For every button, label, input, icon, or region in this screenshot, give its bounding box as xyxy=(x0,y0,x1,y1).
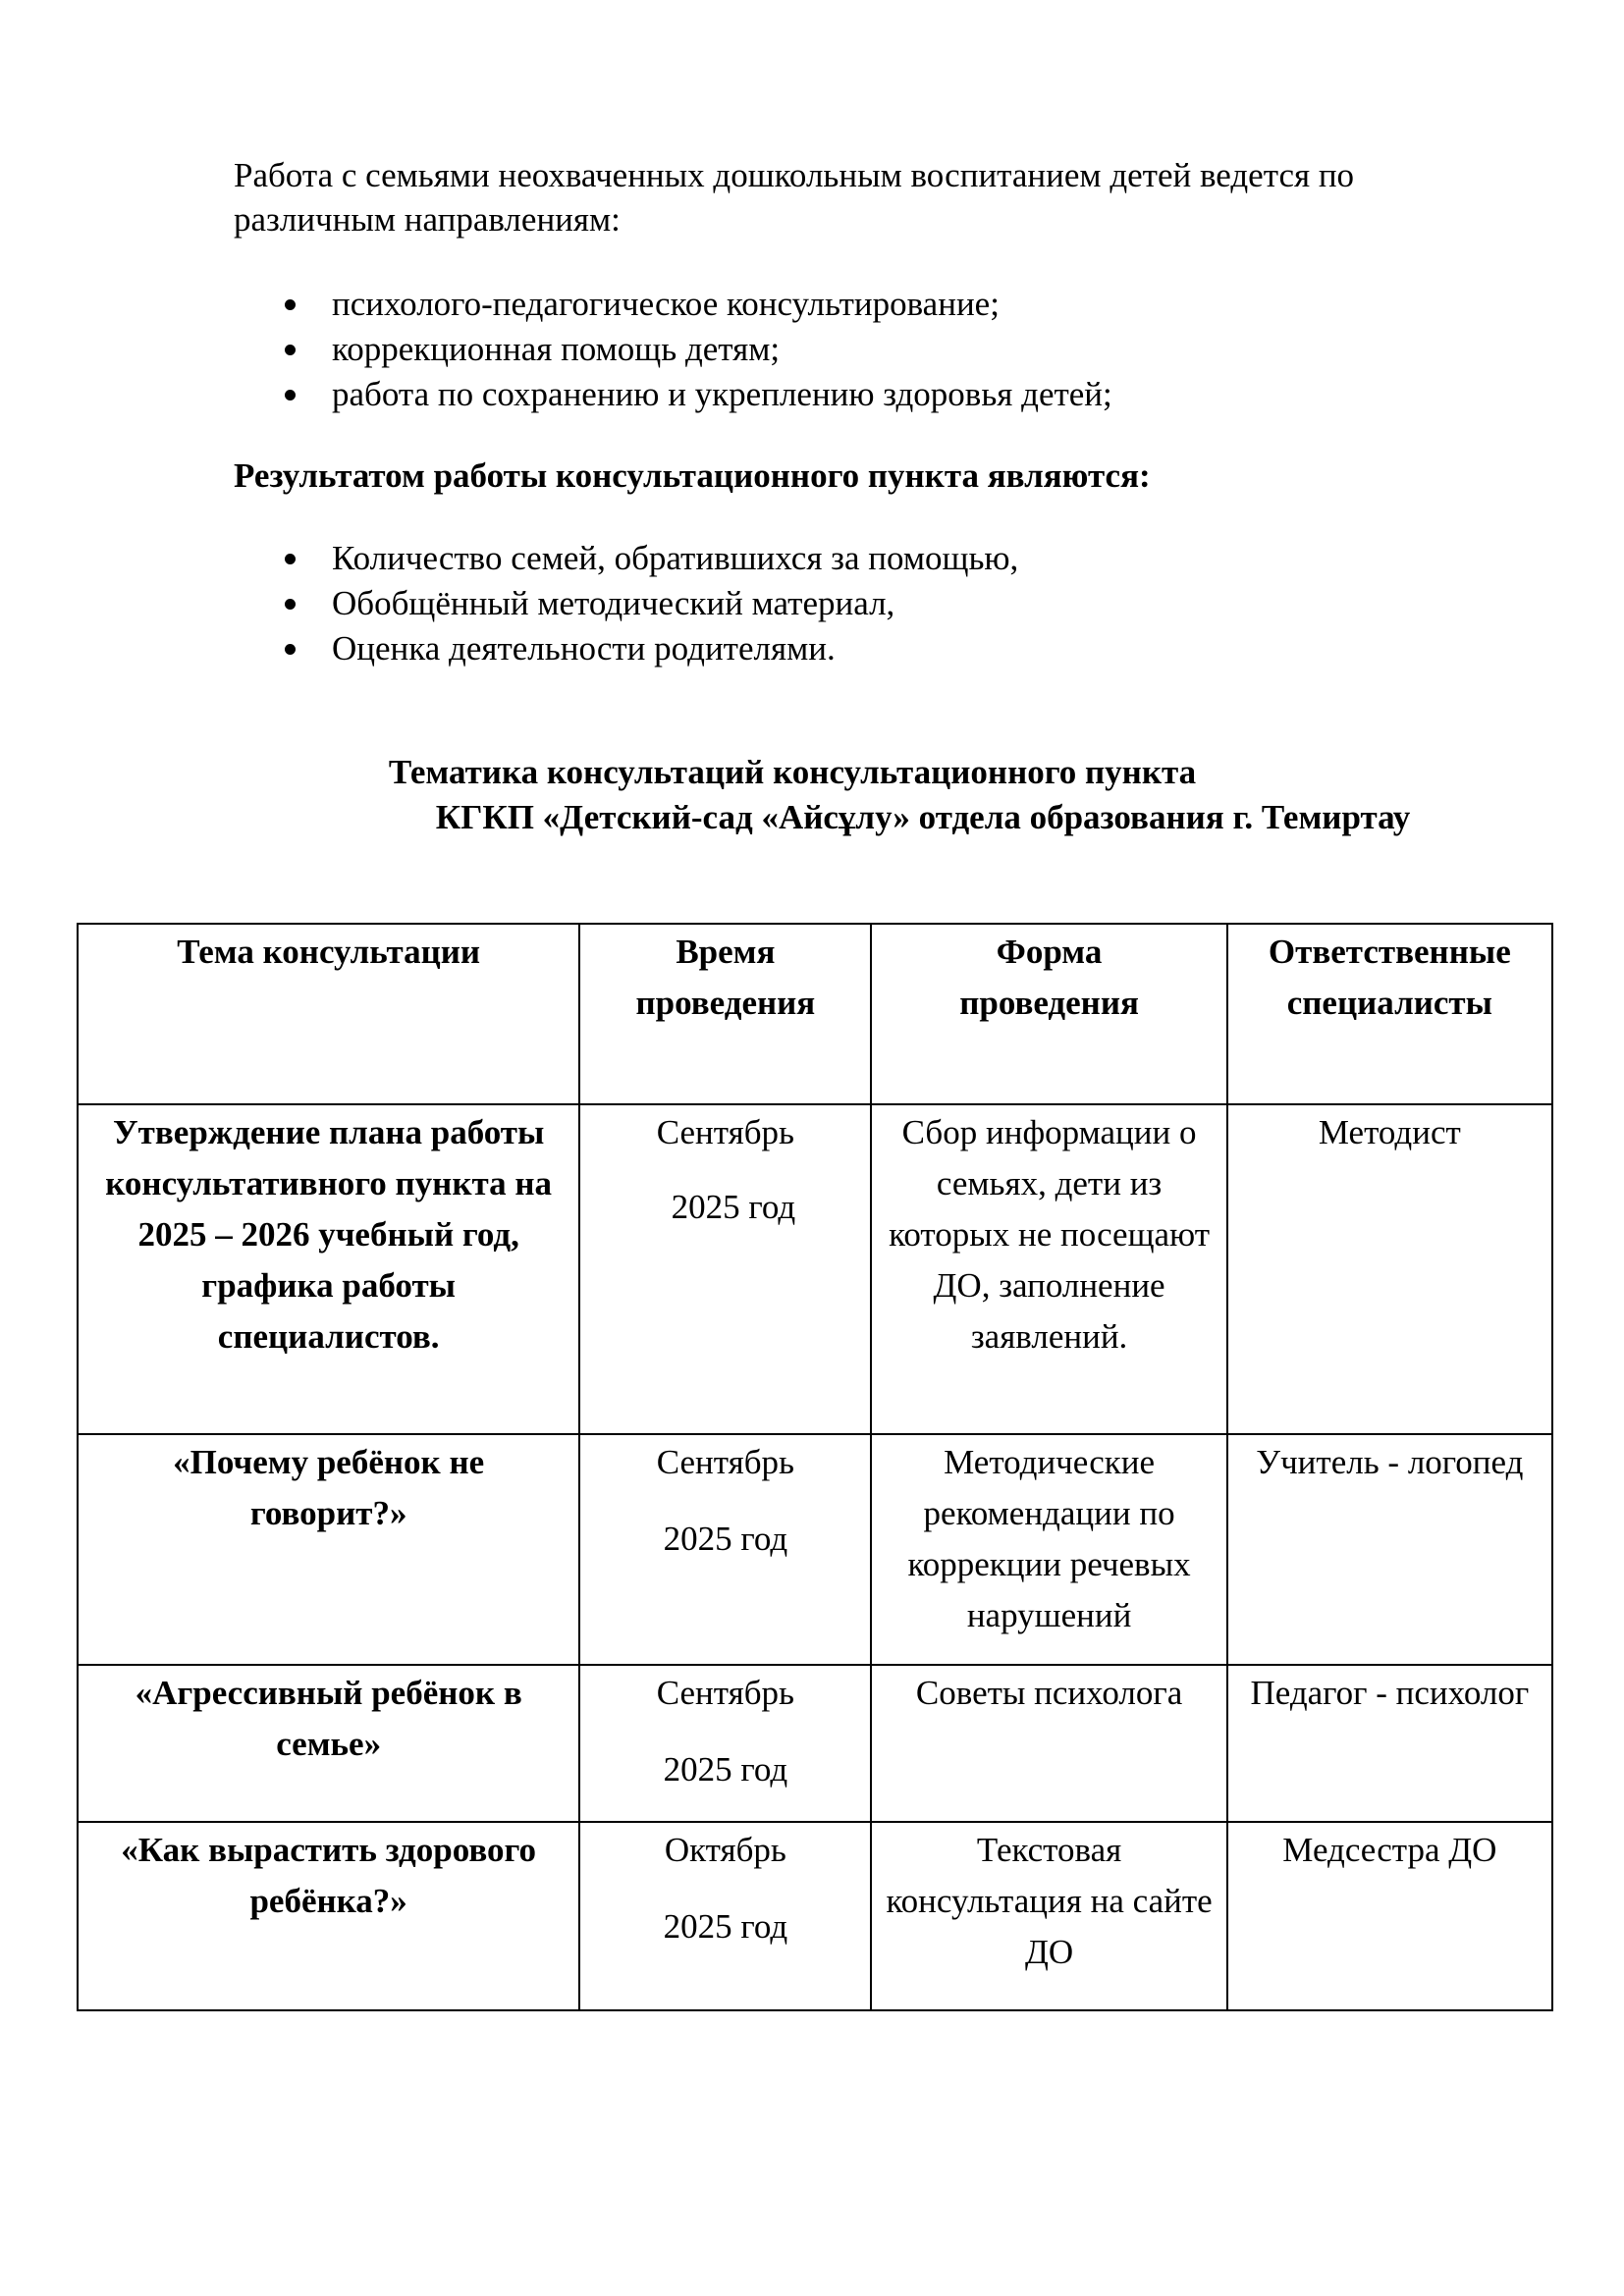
list-item: Обобщённый методический материал, xyxy=(285,581,1018,626)
form-cell: Методические рекомендации по коррекции речевых нарушений xyxy=(871,1434,1226,1665)
time-cell: Сентябрь 2025 год xyxy=(579,1434,871,1665)
form-cell: Сбор информации о семьях, дети из которых не посещают ДО, заполнение заявлений. xyxy=(871,1104,1226,1434)
time-cell: Сентябрь 2025 год xyxy=(579,1104,871,1434)
directions-list xyxy=(285,282,1112,417)
time-cell: Сентябрь 2025 год xyxy=(579,1665,871,1822)
table-row xyxy=(78,1665,1552,1822)
form-cell: Советы психолога xyxy=(871,1665,1226,1822)
responsible-cell: Учитель - логопед xyxy=(1227,1434,1552,1665)
list-item: работа по сохранению и укреплению здоровья детей; xyxy=(285,372,1112,417)
table-title-line-2: КГКП «Детский-сад «Айсұлу» отдела образования г. Темиртау xyxy=(435,798,1411,836)
topic-cell: «Агрессивный ребёнок в семье» xyxy=(78,1665,579,1822)
table-row xyxy=(78,1434,1552,1665)
bullet-icon xyxy=(285,345,296,355)
form-cell: Текстовая консультация на сайте ДО xyxy=(871,1822,1226,2010)
bullet-icon xyxy=(285,644,296,655)
responsible-cell: Медсестра ДО xyxy=(1227,1822,1552,2010)
header-topic: Тема консультации xyxy=(78,924,579,1104)
table-row xyxy=(78,1822,1552,2010)
topic-cell: «Почему ребёнок не говорит?» xyxy=(78,1434,579,1665)
results-list xyxy=(285,536,1018,671)
list-item: Количество семей, обратившихся за помощью, xyxy=(285,536,1018,581)
responsible-cell: Методист xyxy=(1227,1104,1552,1434)
table-row xyxy=(78,1104,1552,1434)
topic-cell: Утверждение плана работы консультативного пункта на 2025 – 2026 учебный год, графика работы специалистов. xyxy=(78,1104,579,1434)
header-form: Форма проведения xyxy=(871,924,1226,1104)
results-heading: Результатом работы консультационного пункта являются: xyxy=(234,456,1151,495)
time-cell: Октябрь 2025 год xyxy=(579,1822,871,2010)
list-item: коррекционная помощь детям; xyxy=(285,327,1112,372)
table-title-line-1: Тематика консультаций консультационного пункта xyxy=(388,753,1197,791)
header-time: Время проведения xyxy=(579,924,871,1104)
list-item: Оценка деятельности родителями. xyxy=(285,626,1018,671)
table-header-row xyxy=(78,924,1552,1104)
consultation-table xyxy=(77,923,1553,2011)
bullet-icon xyxy=(285,599,296,610)
bullet-icon xyxy=(285,299,296,310)
intro-paragraph: Работа с семьями неохваченных дошкольным воспитанием детей ведется по различным направлениям: xyxy=(234,156,1355,239)
bullet-icon xyxy=(285,554,296,564)
responsible-cell: Педагог - психолог xyxy=(1227,1665,1552,1822)
header-responsible: Ответственные специалисты xyxy=(1227,924,1552,1104)
bullet-icon xyxy=(285,390,296,400)
list-item: психолого-педагогическое консультирование; xyxy=(285,282,1112,327)
topic-cell: «Как вырастить здорового ребёнка?» xyxy=(78,1822,579,2010)
